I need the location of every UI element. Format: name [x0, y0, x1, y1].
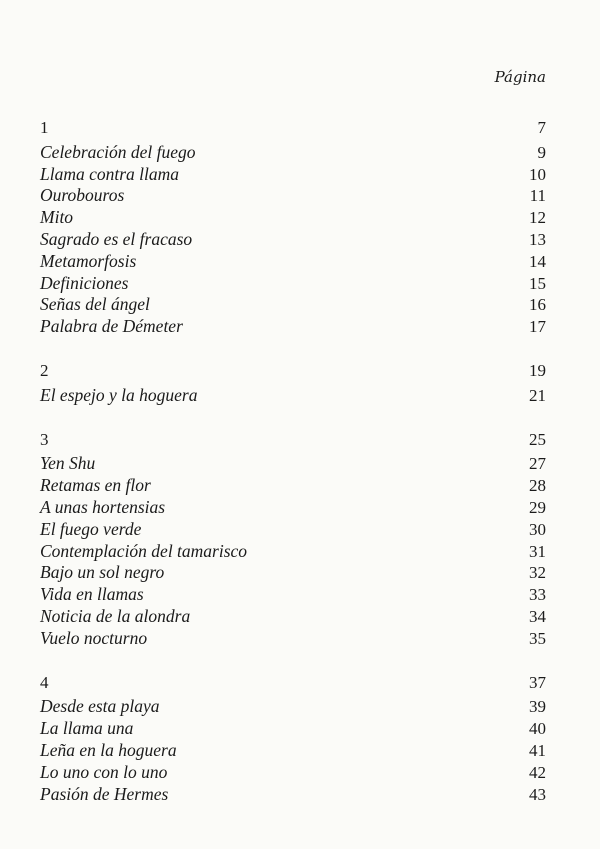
entry-title: Mito: [40, 207, 74, 228]
toc-entry: [40, 316, 546, 338]
entry-title: Definiciones: [40, 272, 129, 293]
entry-title: Ourobouros: [40, 185, 125, 206]
section-number: 2: [40, 360, 49, 380]
entry-page-number: 13: [529, 229, 546, 249]
entry-title: Celebración del fuego: [40, 141, 196, 162]
entry-page-number: 31: [529, 541, 546, 561]
entry-title: Retamas en flor: [40, 475, 151, 496]
entry-title: Contemplación del tamarisco: [40, 540, 248, 561]
section-heading-row: [40, 429, 546, 451]
section-number: 4: [40, 672, 49, 692]
toc-entry: [40, 718, 546, 740]
section-number: 3: [40, 429, 49, 449]
toc-entry: [40, 142, 546, 164]
entry-title: El fuego verde: [40, 518, 142, 539]
entry-title: Palabra de Démeter: [40, 316, 183, 337]
section-heading-row: [40, 117, 546, 139]
entry-page-number: 21: [529, 385, 546, 405]
entry-title: A unas hortensias: [40, 496, 166, 517]
entry-title: Sagrado es el fracaso: [40, 228, 193, 249]
entry-page-number: 29: [529, 497, 546, 517]
toc-entry: [40, 519, 546, 541]
entry-page-number: 42: [529, 762, 546, 782]
entry-page-number: 43: [529, 784, 546, 804]
entry-page-number: 40: [529, 719, 546, 739]
entry-title: Bajo un sol negro: [40, 562, 165, 583]
entry-page-number: 30: [529, 519, 546, 539]
entry-title: La llama una: [40, 718, 134, 739]
toc-entry: [40, 784, 546, 806]
page-column-heading: Página: [494, 68, 546, 86]
entry-page-number: 12: [529, 208, 546, 228]
section-page-number: 7: [537, 118, 546, 137]
toc-entry: [40, 740, 546, 762]
entry-page-number: 41: [529, 740, 546, 760]
entry-page-number: 15: [529, 273, 546, 293]
toc-entry: [40, 164, 546, 186]
section-page-number: 25: [529, 429, 546, 449]
entry-title: Lo uno con lo uno: [40, 761, 168, 782]
toc-section: [40, 117, 546, 338]
entry-title: Vuelo nocturno: [40, 627, 148, 648]
entry-title: Vida en llamas: [40, 584, 144, 605]
entry-page-number: 35: [529, 628, 546, 648]
toc-entry: [40, 762, 546, 784]
toc-entry: [40, 541, 546, 563]
toc-entry: [40, 696, 546, 718]
entry-page-number: 33: [529, 585, 546, 605]
entry-page-number: 10: [529, 164, 546, 184]
toc-entry: [40, 229, 546, 251]
entry-page-number: 11: [529, 186, 546, 206]
entry-page-number: 16: [529, 295, 546, 315]
toc-entry: [40, 385, 546, 407]
entry-page-number: 39: [529, 697, 546, 717]
entry-page-number: 34: [529, 606, 546, 626]
entry-title: Metamorfosis: [40, 250, 137, 271]
toc-entry: [40, 251, 546, 273]
entry-title: Yen Shu: [40, 453, 96, 474]
entry-page-number: 9: [537, 142, 546, 162]
entry-title: Leña en la hoguera: [40, 739, 177, 760]
entry-page-number: 28: [529, 476, 546, 496]
toc-entry: [40, 497, 546, 519]
toc-entry: [40, 294, 546, 316]
section-page-number: 37: [529, 672, 546, 692]
entry-page-number: 32: [529, 563, 546, 583]
section-heading-row: [40, 672, 546, 694]
entry-title: Llama contra llama: [40, 163, 180, 184]
entry-title: Señas del ángel: [40, 294, 150, 315]
entry-title: El espejo y la hoguera: [40, 384, 198, 405]
toc-entry: [40, 475, 546, 497]
toc-section: [40, 360, 546, 407]
toc-entry: [40, 584, 546, 606]
entry-title: Pasión de Hermes: [40, 783, 169, 804]
section-heading-row: [40, 360, 546, 382]
toc-entry: [40, 185, 546, 207]
toc-entry: [40, 606, 546, 628]
toc-entry: [40, 207, 546, 229]
toc-entry: [40, 453, 546, 475]
entry-page-number: 17: [529, 317, 546, 337]
entry-page-number: 27: [529, 454, 546, 474]
entry-title: Noticia de la alondra: [40, 605, 191, 626]
toc-section: [40, 429, 546, 650]
toc-section: [40, 672, 546, 806]
section-number: 1: [40, 118, 49, 137]
table-of-contents: [40, 117, 546, 827]
entry-page-number: 14: [529, 251, 546, 271]
section-page-number: 19: [529, 360, 546, 380]
toc-entry: [40, 562, 546, 584]
toc-entry: [40, 628, 546, 650]
toc-entry: [40, 273, 546, 295]
entry-title: Desde esta playa: [40, 696, 160, 717]
